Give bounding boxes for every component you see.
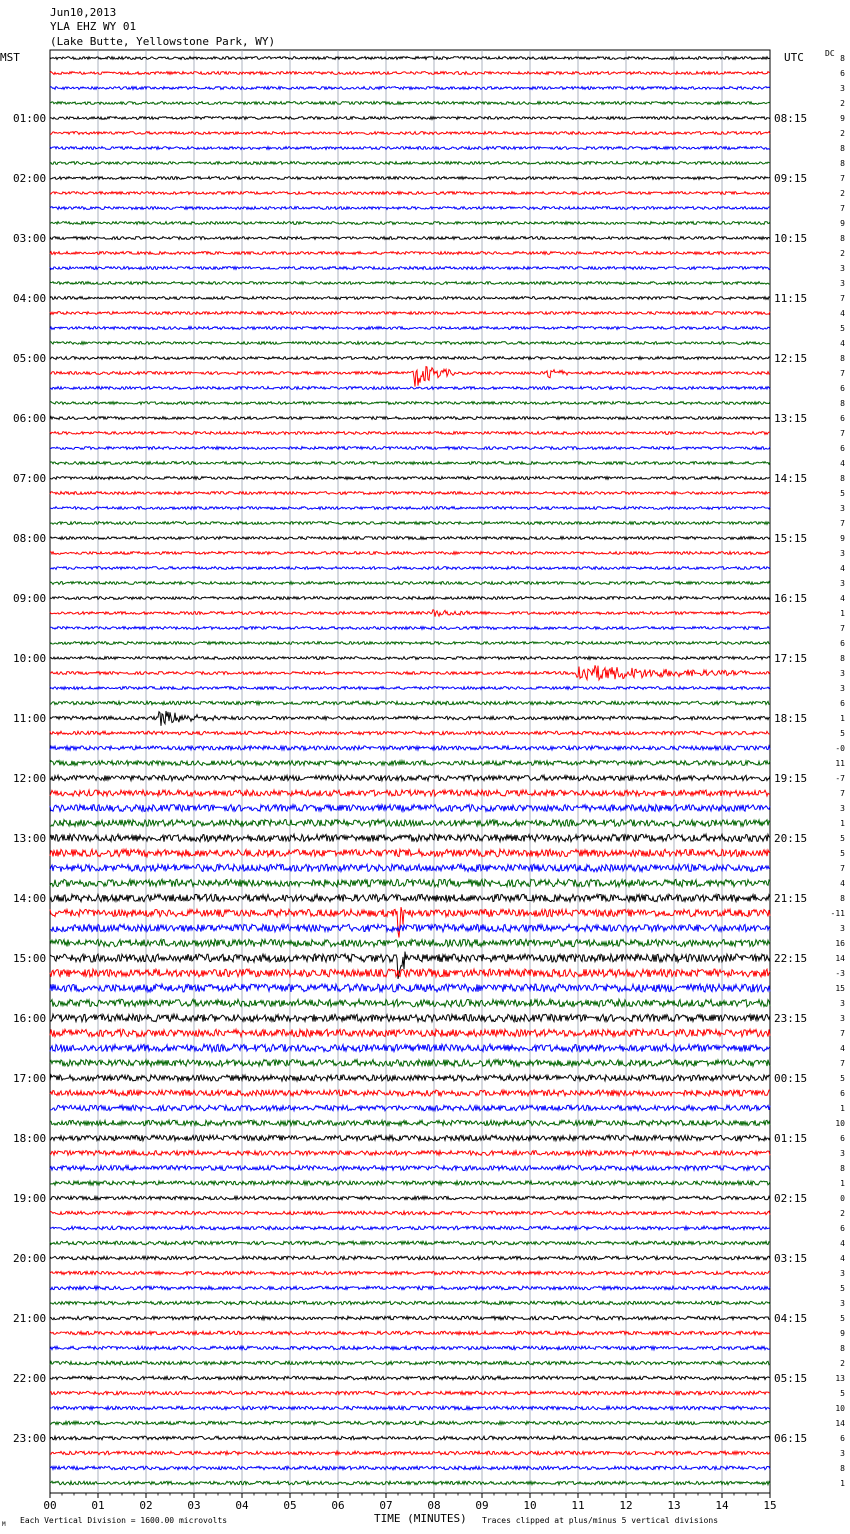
trace-row-53 <box>50 849 770 856</box>
trace-row-35 <box>50 582 770 585</box>
dc-offset-value: 7 <box>840 204 845 213</box>
trace-row-24 <box>50 417 770 420</box>
trace-row-74 <box>50 1166 770 1171</box>
dc-offset-value: 6 <box>840 69 845 78</box>
footer-corner: M <box>2 1521 6 1528</box>
x-tick-label: 08 <box>427 1499 441 1512</box>
trace-row-13 <box>50 252 770 255</box>
dc-offset-value: 3 <box>840 279 845 288</box>
trace-row-86 <box>50 1346 770 1350</box>
dc-offset-value: 6 <box>840 384 845 393</box>
header-location: (Lake Butte, Yellowstone Park, WY) <box>50 35 276 48</box>
x-tick-label: 10 <box>523 1499 537 1512</box>
header-station: YLA EHZ WY 01 <box>50 20 137 33</box>
dc-offset-value: 7 <box>840 369 845 378</box>
dc-offset-value: 5 <box>840 324 845 333</box>
trace-row-67 <box>50 1060 770 1067</box>
hour-label-utc: 16:15 <box>774 592 808 605</box>
x-tick-label: 14 <box>715 1499 729 1512</box>
dc-offset-value: 4 <box>840 339 845 348</box>
trace-row-1 <box>50 72 770 75</box>
dc-offset-value: 8 <box>840 354 845 363</box>
trace-row-51 <box>50 820 770 827</box>
hour-label-utc: 17:15 <box>774 652 808 665</box>
hour-label-utc: 05:15 <box>774 1372 808 1385</box>
hour-label-utc: 09:15 <box>774 172 808 185</box>
dc-offset-value: 5 <box>840 489 845 498</box>
hour-label-mst: 19:00 <box>13 1192 47 1205</box>
dc-offset-value: 3 <box>840 1014 845 1023</box>
trace-row-61 <box>50 969 770 977</box>
hour-label-mst: 22:00 <box>13 1372 47 1385</box>
trace-row-43 <box>50 701 770 705</box>
trace-row-12 <box>50 237 770 240</box>
trace-row-38 <box>50 627 770 630</box>
trace-row-54 <box>50 864 770 871</box>
trace-row-62 <box>50 984 770 992</box>
dc-offset-value: 3 <box>840 579 845 588</box>
dc-offset-value: 6 <box>840 639 845 648</box>
dc-offset-value: 4 <box>840 459 845 468</box>
dc-offset-value: 4 <box>840 1254 845 1263</box>
trace-row-92 <box>50 1436 770 1440</box>
trace-row-94 <box>50 1466 770 1470</box>
hour-label-mst: 23:00 <box>13 1432 47 1445</box>
dc-offset-value: -7 <box>835 774 845 783</box>
trace-row-71 <box>50 1120 770 1125</box>
trace-row-80 <box>50 1256 770 1260</box>
x-tick-label: 07 <box>379 1499 393 1512</box>
trace-row-5 <box>50 132 770 135</box>
hour-label-utc: 10:15 <box>774 232 808 245</box>
dc-offset-value: 3 <box>840 684 845 693</box>
trace-row-45 <box>50 731 770 735</box>
x-axis-ticks <box>43 1493 776 1512</box>
dc-offset-value: 3 <box>840 1149 845 1158</box>
hour-label-utc: 18:15 <box>774 712 808 725</box>
dc-offset-labels <box>831 54 846 1488</box>
x-tick-label: 04 <box>235 1499 249 1512</box>
trace-row-26 <box>50 447 770 450</box>
trace-row-88 <box>50 1376 770 1380</box>
dc-offset-value: 8 <box>840 399 845 408</box>
trace-row-82 <box>50 1286 770 1290</box>
x-tick-label: 06 <box>331 1499 345 1512</box>
dc-offset-value: 3 <box>840 924 845 933</box>
dc-offset-value: 5 <box>840 1074 845 1083</box>
trace-row-83 <box>50 1301 770 1305</box>
trace-row-17 <box>50 312 770 315</box>
trace-row-39 <box>50 642 770 645</box>
hour-label-mst: 07:00 <box>13 472 47 485</box>
dc-offset-value: 3 <box>840 804 845 813</box>
dc-offset-value: 2 <box>840 1209 845 1218</box>
hour-label-mst: 06:00 <box>13 412 47 425</box>
trace-row-48 <box>50 775 770 780</box>
dc-offset-value: 3 <box>840 1299 845 1308</box>
left-time-labels <box>13 112 46 1445</box>
trace-row-50 <box>50 805 770 812</box>
dc-offset-value: 8 <box>840 1344 845 1353</box>
trace-row-21 <box>50 367 770 387</box>
hour-label-mst: 20:00 <box>13 1252 47 1265</box>
dc-offset-value: 2 <box>840 249 845 258</box>
dc-offset-value: 3 <box>840 1449 845 1458</box>
dc-offset-value: 6 <box>840 414 845 423</box>
dc-offset-value: 11 <box>835 759 845 768</box>
trace-row-55 <box>50 879 770 886</box>
dc-offset-value: 7 <box>840 864 845 873</box>
dc-offset-value: 4 <box>840 1239 845 1248</box>
trace-row-8 <box>50 177 770 180</box>
dc-offset-value: 7 <box>840 174 845 183</box>
trace-row-42 <box>50 687 770 690</box>
trace-row-37 <box>50 610 770 617</box>
trace-row-25 <box>50 432 770 435</box>
trace-row-72 <box>50 1135 770 1140</box>
hour-label-utc: 12:15 <box>774 352 808 365</box>
dc-offset-value: 13 <box>835 1374 845 1383</box>
trace-row-47 <box>50 761 770 766</box>
dc-offset-value: -0 <box>835 744 845 753</box>
trace-row-41 <box>50 665 770 680</box>
x-tick-label: 03 <box>187 1499 201 1512</box>
hour-label-utc: 11:15 <box>774 292 808 305</box>
x-tick-label: 01 <box>91 1499 105 1512</box>
trace-row-30 <box>50 507 770 510</box>
hour-label-utc: 01:15 <box>774 1132 808 1145</box>
hour-label-utc: 19:15 <box>774 772 808 785</box>
hour-label-mst: 17:00 <box>13 1072 47 1085</box>
right-time-labels <box>774 112 807 1445</box>
dc-offset-value: 10 <box>835 1119 845 1128</box>
dc-offset-value: 3 <box>840 84 845 93</box>
dc-offset-value: 5 <box>840 1389 845 1398</box>
dc-offset-value: 5 <box>840 729 845 738</box>
dc-offset-value: 2 <box>840 99 845 108</box>
trace-row-6 <box>50 147 770 150</box>
hour-label-mst: 11:00 <box>13 712 47 725</box>
trace-row-10 <box>50 207 770 210</box>
trace-row-58 <box>50 924 770 931</box>
trace-row-20 <box>50 357 770 360</box>
trace-row-0 <box>50 57 770 60</box>
dc-offset-value: 7 <box>840 294 845 303</box>
trace-row-14 <box>50 267 770 270</box>
dc-offset-value: 4 <box>840 594 845 603</box>
trace-row-85 <box>50 1331 770 1335</box>
trace-row-11 <box>50 222 770 225</box>
hour-label-utc: 20:15 <box>774 832 808 845</box>
hour-label-utc: 08:15 <box>774 112 808 125</box>
trace-row-9 <box>50 192 770 195</box>
trace-row-3 <box>50 102 770 105</box>
dc-offset-value: 1 <box>840 1179 845 1188</box>
trace-row-65 <box>50 1029 770 1036</box>
hour-label-utc: 23:15 <box>774 1012 808 1025</box>
dc-offset-value: 7 <box>840 429 845 438</box>
dc-offset-value: 6 <box>840 1089 845 1098</box>
dc-offset-value: 3 <box>840 264 845 273</box>
dc-offset-value: 4 <box>840 1044 845 1053</box>
trace-row-77 <box>50 1211 770 1215</box>
x-tick-label: 11 <box>571 1499 585 1512</box>
hour-label-mst: 14:00 <box>13 892 47 905</box>
trace-row-23 <box>50 402 770 405</box>
trace-row-2 <box>50 87 770 90</box>
trace-row-46 <box>50 746 770 750</box>
trace-row-78 <box>50 1226 770 1230</box>
dc-offset-value: 2 <box>840 1359 845 1368</box>
dc-offset-value: 2 <box>840 189 845 198</box>
dc-offset-value: 5 <box>840 1314 845 1323</box>
hour-label-utc: 03:15 <box>774 1252 808 1265</box>
dc-offset-value: 5 <box>840 834 845 843</box>
dc-offset-value: 9 <box>840 534 845 543</box>
right-axis-label: UTC <box>784 51 804 64</box>
trace-row-36 <box>50 597 770 600</box>
dc-label: DC <box>825 49 835 58</box>
trace-row-34 <box>50 567 770 570</box>
dc-offset-value: 8 <box>840 234 845 243</box>
dc-offset-value: 16 <box>835 939 845 948</box>
dc-offset-value: 1 <box>840 609 845 618</box>
trace-row-7 <box>50 162 770 165</box>
trace-row-93 <box>50 1451 770 1455</box>
trace-row-91 <box>50 1421 770 1425</box>
trace-row-89 <box>50 1391 770 1395</box>
hour-label-mst: 04:00 <box>13 292 47 305</box>
dc-offset-value: 3 <box>840 1269 845 1278</box>
x-tick-label: 13 <box>667 1499 681 1512</box>
hour-label-mst: 12:00 <box>13 772 47 785</box>
trace-row-66 <box>50 1044 770 1051</box>
dc-offset-value: 3 <box>840 549 845 558</box>
dc-offset-value: 5 <box>840 1284 845 1293</box>
dc-offset-value: 6 <box>840 1134 845 1143</box>
hour-label-utc: 14:15 <box>774 472 808 485</box>
trace-row-16 <box>50 297 770 300</box>
dc-offset-value: 10 <box>835 1404 845 1413</box>
hour-label-mst: 10:00 <box>13 652 47 665</box>
dc-offset-value: 3 <box>840 504 845 513</box>
footer-scale-note: Each Vertical Division = 1600.00 microvolts <box>20 1516 228 1525</box>
trace-row-4 <box>50 117 770 120</box>
hour-label-mst: 09:00 <box>13 592 47 605</box>
hour-label-mst: 02:00 <box>13 172 47 185</box>
dc-offset-value: 3 <box>840 999 845 1008</box>
hour-label-mst: 13:00 <box>13 832 47 845</box>
dc-offset-value: 6 <box>840 1224 845 1233</box>
dc-offset-value: 8 <box>840 54 845 63</box>
hour-label-utc: 04:15 <box>774 1312 808 1325</box>
dc-offset-value: 1 <box>840 819 845 828</box>
trace-row-81 <box>50 1271 770 1275</box>
dc-offset-value: 1 <box>840 1104 845 1113</box>
trace-row-15 <box>50 282 770 285</box>
hour-label-mst: 03:00 <box>13 232 47 245</box>
dc-offset-value: 8 <box>840 654 845 663</box>
hour-label-mst: 21:00 <box>13 1312 47 1325</box>
trace-row-59 <box>50 939 770 946</box>
trace-row-18 <box>50 327 770 330</box>
header-date: Jun10,2013 <box>50 6 117 19</box>
dc-offset-value: 0 <box>840 1194 845 1203</box>
x-tick-label: 09 <box>475 1499 489 1512</box>
dc-offset-value: 7 <box>840 1029 845 1038</box>
hour-label-utc: 00:15 <box>774 1072 808 1085</box>
dc-offset-value: 8 <box>840 159 845 168</box>
hour-label-utc: 02:15 <box>774 1192 808 1205</box>
dc-offset-value: -3 <box>835 969 845 978</box>
hour-label-mst: 01:00 <box>13 112 47 125</box>
trace-row-44 <box>50 711 770 726</box>
dc-offset-value: 7 <box>840 624 845 633</box>
trace-row-57 <box>50 907 770 937</box>
hour-label-mst: 16:00 <box>13 1012 47 1025</box>
dc-offset-value: 8 <box>840 1164 845 1173</box>
trace-row-73 <box>50 1151 770 1156</box>
x-tick-label: 02 <box>139 1499 153 1512</box>
hour-label-mst: 08:00 <box>13 532 47 545</box>
dc-offset-value: 1 <box>840 714 845 723</box>
trace-row-22 <box>50 387 770 390</box>
dc-offset-value: 8 <box>840 474 845 483</box>
hour-label-utc: 21:15 <box>774 892 808 905</box>
dc-offset-value: 7 <box>840 1059 845 1068</box>
trace-row-27 <box>50 462 770 465</box>
trace-row-49 <box>50 790 770 796</box>
x-tick-label: 00 <box>43 1499 57 1512</box>
trace-row-56 <box>50 894 770 901</box>
trace-row-28 <box>50 477 770 480</box>
dc-offset-value: 6 <box>840 699 845 708</box>
hour-label-mst: 15:00 <box>13 952 47 965</box>
dc-offset-value: 14 <box>835 1419 845 1428</box>
trace-row-79 <box>50 1241 770 1245</box>
hour-label-mst: 18:00 <box>13 1132 47 1145</box>
x-tick-label: 05 <box>283 1499 297 1512</box>
dc-offset-value: 4 <box>840 309 845 318</box>
dc-offset-value: 4 <box>840 879 845 888</box>
trace-row-64 <box>50 1014 770 1021</box>
dc-offset-value: 9 <box>840 1329 845 1338</box>
dc-offset-value: -11 <box>830 909 845 918</box>
trace-row-90 <box>50 1406 770 1410</box>
x-axis-label: TIME (MINUTES) <box>374 1512 467 1525</box>
dc-offset-value: 8 <box>840 144 845 153</box>
trace-row-32 <box>50 537 770 540</box>
trace-row-40 <box>50 657 770 660</box>
dc-offset-value: 9 <box>840 219 845 228</box>
x-tick-label: 12 <box>619 1499 633 1512</box>
dc-offset-value: 7 <box>840 789 845 798</box>
trace-row-29 <box>50 492 770 495</box>
dc-offset-value: 6 <box>840 444 845 453</box>
trace-row-75 <box>50 1181 770 1185</box>
trace-row-70 <box>50 1105 770 1110</box>
dc-offset-value: 15 <box>835 984 845 993</box>
traces-layer <box>50 57 770 1485</box>
dc-offset-value: 3 <box>840 669 845 678</box>
dc-offset-value: 9 <box>840 114 845 123</box>
x-tick-label: 15 <box>763 1499 777 1512</box>
dc-offset-value: 2 <box>840 129 845 138</box>
hour-label-utc: 13:15 <box>774 412 808 425</box>
trace-row-33 <box>50 552 770 555</box>
trace-row-84 <box>50 1316 770 1320</box>
dc-offset-value: 6 <box>840 1434 845 1443</box>
footer-clip-note: Traces clipped at plus/minus 5 vertical divisions <box>482 1516 719 1525</box>
trace-row-31 <box>50 522 770 525</box>
hour-label-utc: 06:15 <box>774 1432 808 1445</box>
trace-row-69 <box>50 1090 770 1096</box>
trace-row-87 <box>50 1361 770 1365</box>
hour-label-utc: 22:15 <box>774 952 808 965</box>
hour-label-utc: 15:15 <box>774 532 808 545</box>
trace-row-52 <box>50 834 770 841</box>
trace-row-19 <box>50 342 770 345</box>
trace-row-68 <box>50 1075 770 1081</box>
dc-offset-value: 8 <box>840 894 845 903</box>
trace-row-95 <box>50 1481 770 1485</box>
dc-offset-value: 5 <box>840 849 845 858</box>
dc-offset-value: 8 <box>840 1464 845 1473</box>
dc-offset-value: 7 <box>840 519 845 528</box>
left-axis-label: MST <box>0 51 20 64</box>
dc-offset-value: 14 <box>835 954 845 963</box>
dc-offset-value: 4 <box>840 564 845 573</box>
trace-row-63 <box>50 999 770 1006</box>
dc-offset-value: 1 <box>840 1479 845 1488</box>
trace-row-76 <box>50 1196 770 1200</box>
hour-label-mst: 05:00 <box>13 352 47 365</box>
